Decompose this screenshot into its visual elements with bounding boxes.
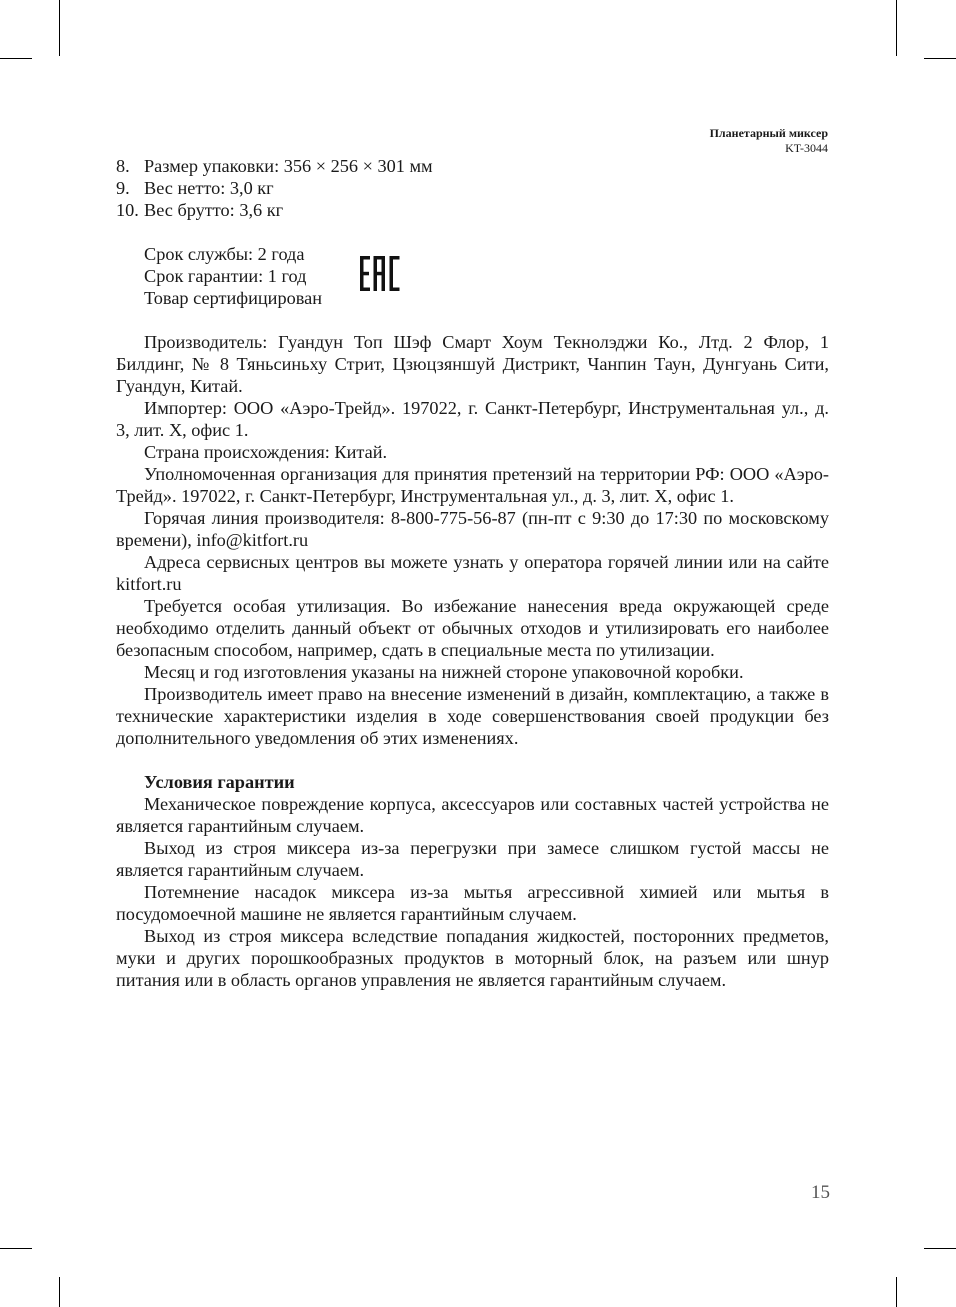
product-title: Планетарный миксер <box>709 126 828 140</box>
page-content <box>116 155 829 991</box>
importer-paragraph: Импортер: ООО «Аэро-Трейд». 197022, г. Санкт-Петербург, Инструментальная ул., д. 3, лит. Х, офис 1. <box>116 398 829 440</box>
page-number: 15 <box>811 1182 830 1203</box>
warranty-heading: Условия гарантии <box>144 772 295 792</box>
changes-paragraph: Производитель имеет право на внесение изменений в дизайн, комплектацию, а также в технические характеристики изделия в ходе совершенствования своей продукции без дополнительного уведомления об этих изменениях. <box>116 684 829 748</box>
list-item: 8. Размер упаковки: 356 × 256 × 301 мм <box>116 156 433 176</box>
claims-paragraph: Уполномоченная организация для принятия претензий на территории РФ: ООО «Аэро-Трейд». 197022, г. Санкт-Петербург, Инструментальная ул., д. 3, лит. Х, офис 1. <box>116 464 829 506</box>
list-item: 10. Вес брутто: 3,6 кг <box>116 200 284 220</box>
warranty-paragraph: Выход из строя миксера вследствие попадания жидкостей, посторонних предметов, муки и других порошкообразных продуктов в моторный блок, на разъем или шнур питания или в область органов управления не является гарантийным случаем. <box>116 926 829 990</box>
manufacturer-paragraph: Производитель: Гуандун Топ Шэф Смарт Хоум Текнолэджи Ко., Лтд. 2 Флор, 1 Билдинг, № 8 Тяньсиньху Стрит, Цзюцзяншуй Дистрикт, Чанпин Таун, Дунгуань Сити, Гуандун, Китай. <box>116 332 829 396</box>
hotline-paragraph: Горячая линия производителя: 8-800-775-56-87 (пн-пт с 9:30 до 17:30 по московскому времени), info@kitfort.ru <box>116 508 829 550</box>
warranty-paragraph: Потемнение насадок миксера из-за мытья агрессивной химией или мытья в посудомоечной машине не является гарантийным случаем. <box>116 882 829 924</box>
warranty-paragraph: Механическое повреждение корпуса, аксессуаров или составных частей устройства не является гарантийным случаем. <box>116 794 829 836</box>
origin-paragraph: Страна происхождения: Китай. <box>144 442 388 462</box>
crop-mark-top-right <box>896 0 897 56</box>
warranty-term: Срок гарантии: 1 год <box>144 266 307 286</box>
crop-mark-right-bottom <box>924 1248 956 1249</box>
disposal-paragraph: Требуется особая утилизация. Во избежание нанесения вреда окружающей среде необходимо отделить данный объект от обычных отходов и утилизировать его наиболее безопасным способом, например, сдать в специальные места по утилизации. <box>116 596 829 660</box>
info-section <box>116 331 829 749</box>
page-header <box>710 126 828 156</box>
manufacture-date-paragraph: Месяц и год изготовления указаны на нижней стороне упаковочной коробки. <box>144 662 744 682</box>
crop-mark-bottom-left <box>59 1277 60 1307</box>
service-life: Срок службы: 2 года <box>144 244 305 264</box>
service-centers-paragraph: Адреса сервисных центров вы можете узнать у оператора горячей линии или на сайте kitfort.ru <box>116 552 829 594</box>
model-number: KT-3044 <box>785 141 828 155</box>
crop-mark-top-left <box>59 0 60 56</box>
crop-mark-right-top <box>924 58 956 59</box>
crop-mark-left-top <box>0 58 32 59</box>
certified-text: Товар сертифицирован <box>144 288 323 308</box>
certification-block <box>116 243 829 309</box>
list-item: 9. Вес нетто: 3,0 кг <box>116 178 274 198</box>
crop-mark-bottom-right <box>896 1277 897 1307</box>
crop-mark-left-bottom <box>0 1248 32 1249</box>
eac-logo-icon <box>360 256 400 291</box>
warranty-paragraph: Выход из строя миксера из-за перегрузки при замесе слишком густой массы не является гарантийным случаем. <box>116 838 829 880</box>
spec-list <box>116 155 829 221</box>
warranty-section <box>116 793 829 991</box>
